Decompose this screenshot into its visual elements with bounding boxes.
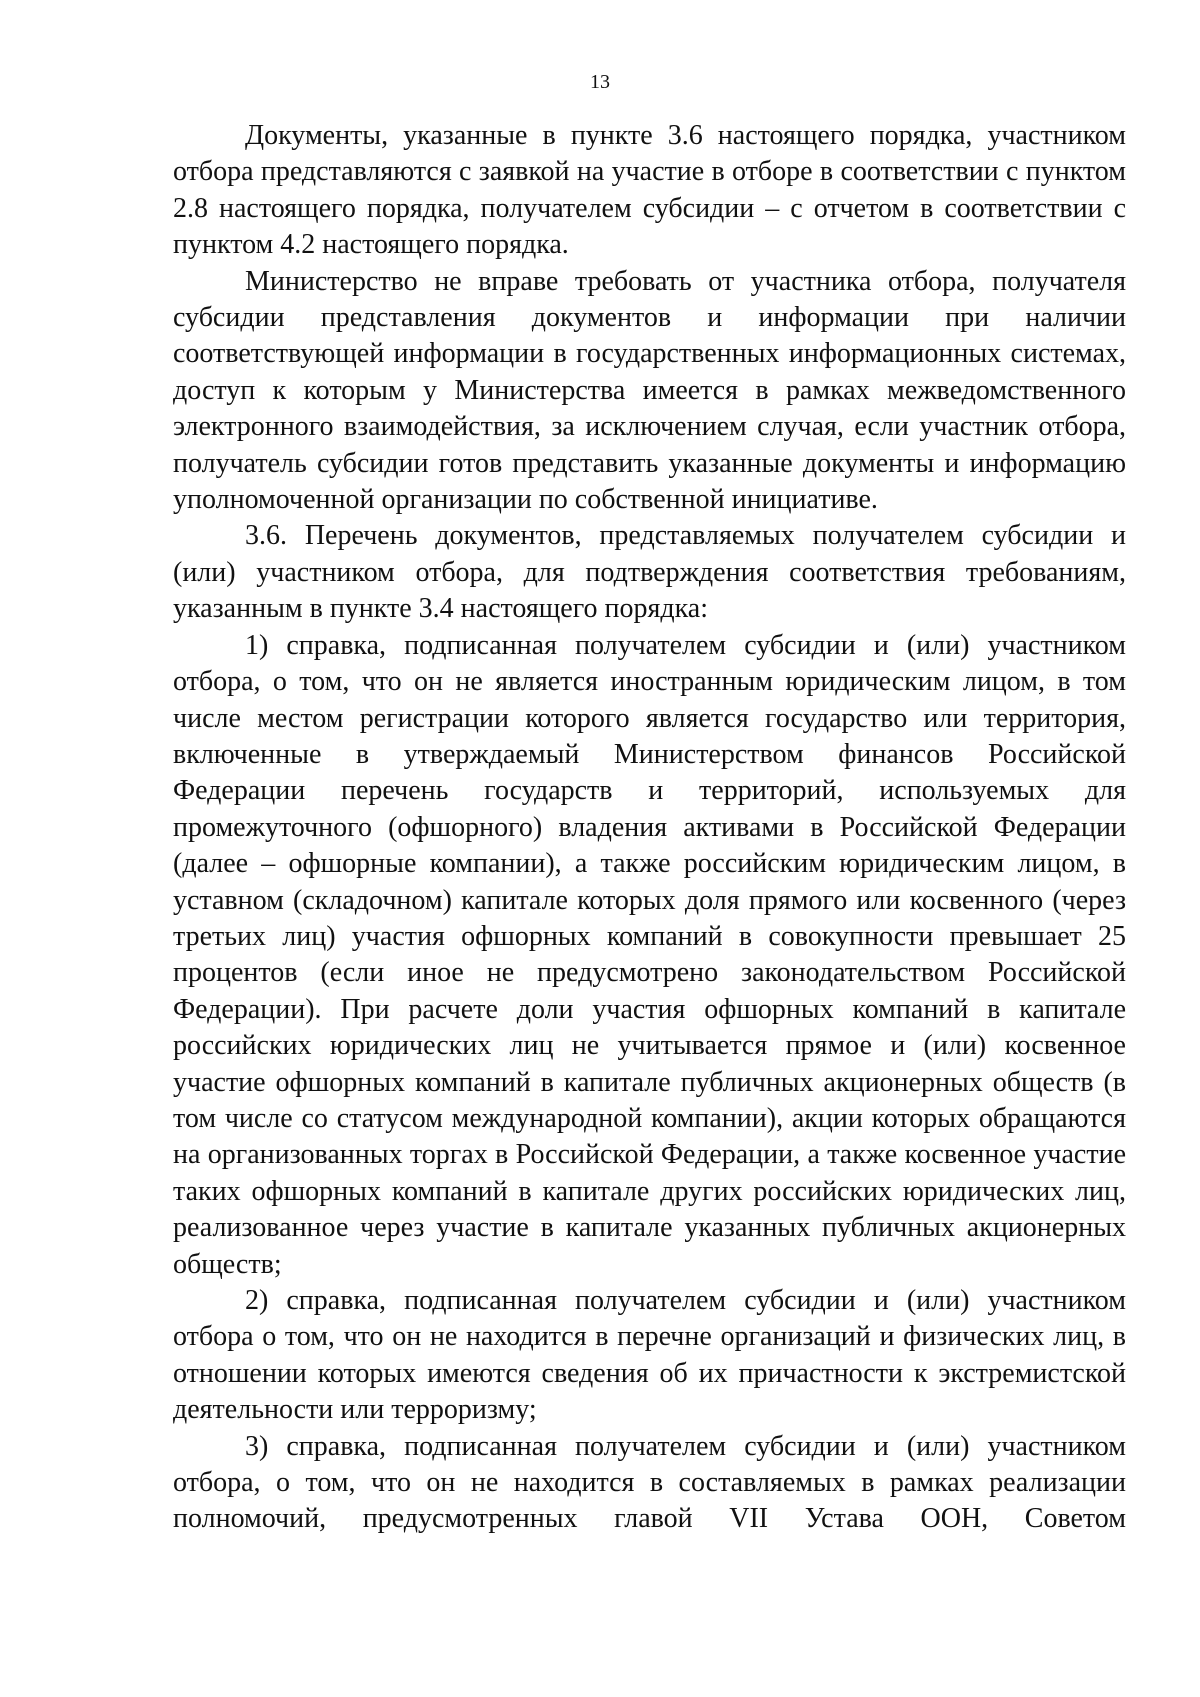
paragraph-ministry-restriction: Министерство не вправе требовать от участника отбора, получателя субсидии представления документов и информации при наличии соответствующей информации в государственных информационных системах, доступ к которым у Министерства имеется в рамках межведомственного электронного взаимодействия, за исключением случая, если участник отбора, получатель субсидии готов представить указанные документы и информацию уполномоченной организации по собственной инициативе.: [173, 265, 1126, 516]
paragraph-documents-submission: Документы, указанные в пункте 3.6 настоящего порядка, участником отбора представляются с заявкой на участие в отборе в соответствии с пунктом 2.8 настоящего порядка, получателем субсидии – с отчетом в соответствии с пунктом 4.2 настоящего порядка.: [173, 120, 1126, 261]
list-item-2-extremism-certificate: 2) справка, подписанная получателем субсидии и (или) участником отбора о том, что он не находится в перечне организаций и физических лиц, в отношении которых имеются сведения об их причастности к экстремистской деятельности или терроризму;: [173, 1285, 1126, 1426]
document-body: [173, 118, 1126, 1538]
list-item-3-un-certificate: 3) справка, подписанная получателем субсидии и (или) участником отбора, о том, что он не находится в составляемых в рамках реализации полномочий, предусмотренных главой VII Устава ООН, Советом: [173, 1430, 1126, 1535]
list-item-1-offshore-certificate: 1) справка, подписанная получателем субсидии и (или) участником отбора, о том, что он не является иностранным юридическим лицом, в том числе местом регистрации которого является государство или территория, включенные в утверждаемый Министерством финансов Российской Федерации перечень государств и территорий, используемых для промежуточного (офшорного) владения активами в Российской Федерации (далее – офшорные компании), а также российским юридическим лицом, в уставном (складочном) капитале которых доля прямого или косвенного (через третьих лиц) участия офшорных компаний в совокупности превышает 25 процентов (если иное не предусмотрено законодательством Российской Федерации). При расчете доли участия офшорных компаний в капитале российских юридических лиц не учитывается прямое и (или) косвенное участие офшорных компаний в капитале публичных акционерных обществ (в том числе со статусом международной компании), акции которых обращаются на организованных торгах в Российской Федерации, а также косвенное участие таких офшорных компаний в капитале других российских юридических лиц, реализованное через участие в капитале указанных публичных акционерных обществ;: [173, 629, 1126, 1280]
page-number: 13: [590, 71, 610, 93]
paragraph-3-6-list-intro: 3.6. Перечень документов, представляемых получателем субсидии и (или) участником отбора, для подтверждения соответствия требованиям, указанным в пункте 3.4 настоящего порядка:: [173, 520, 1126, 625]
